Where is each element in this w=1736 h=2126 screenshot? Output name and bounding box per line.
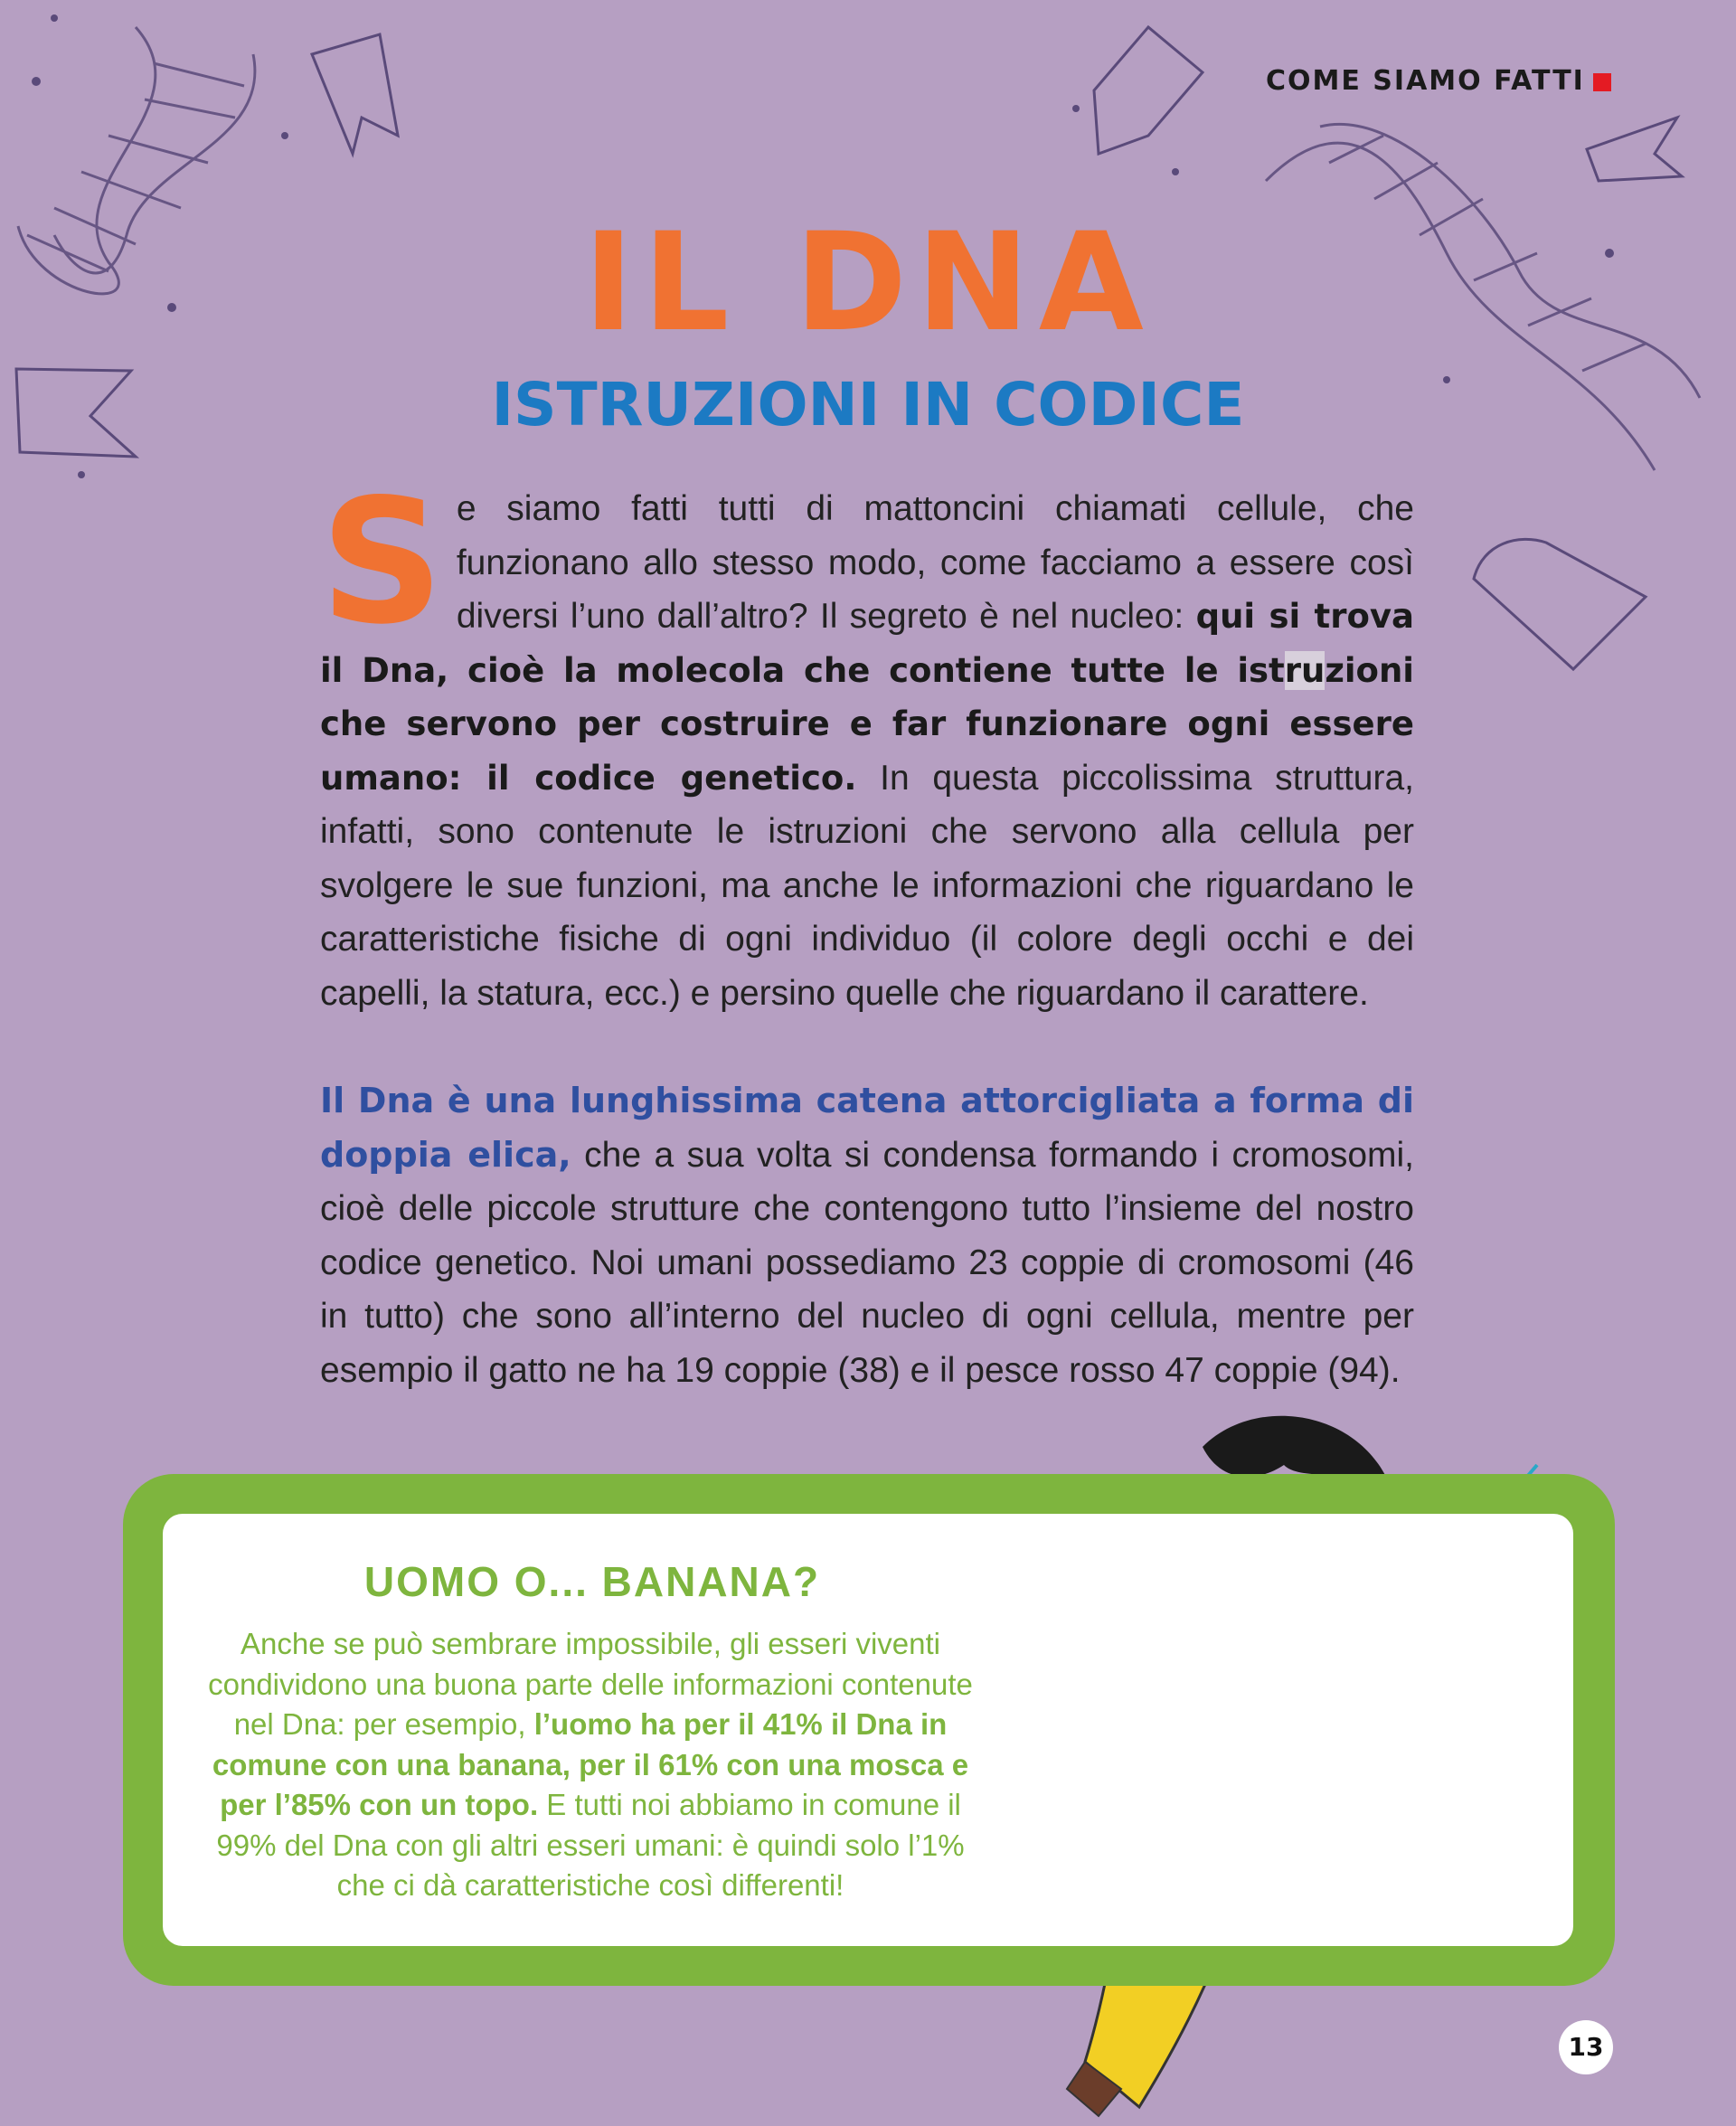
page-number: 13 (1568, 2032, 1604, 2062)
intro-paragraph (320, 462, 1414, 1020)
card-right-icon (1474, 539, 1646, 669)
section-label: COME SIAMO FATTI (1266, 65, 1585, 97)
intro-bold-1: qui si trova il Dna, cioè la molecola che contiene tutte le ist (320, 597, 1414, 690)
dna-paragraph-text: che a sua volta si condensa formando i cromosomi, cioè delle piccole strutture che contengono tutto l’insieme del nostro codice genetico. Noi umani possediamo 23 coppie di cromosomi (46 in tutto) che sono all’interno del nucleo di ogni cellula, mentre per esempio il gatto ne ha 19 coppie (38) e il pesce rosso 47 coppie (94). (320, 1135, 1414, 1390)
intro-bold-2: zioni che servono per costruire e far funzionare ogni essere umano: il codice genetico. (320, 650, 1414, 798)
pen-icon (1094, 27, 1203, 154)
intro-text-2: In questa piccolissima struttura, infatti, sono contenute le istruzioni che servono alla cellula per svolgere le sue funzioni, ma anche le informazioni che riguardano le caratteristiche fisiche di ogni individuo (il colore degli occhi e dei capelli, la statura, ecc.) e persino quelle che riguardano il carattere. (320, 758, 1414, 1013)
fact-box-bold: l’uomo ha per il 41% il Dna in comune con una banana, per il 61% con una mosca e per l’85% con un topo. (212, 1707, 969, 1821)
dna-paragraph-lead: Il Dna è una lunghissima catena attorcigliata a forma di doppia elica, (320, 1081, 1414, 1175)
fact-box-text (197, 1624, 984, 1906)
fact-box-text-1: Anche se può sembrare impossibile, gli esseri viventi condividono una buona parte delle informazioni contenute nel Dna: per esempio, (208, 1627, 973, 1741)
page-title: IL DNA (583, 204, 1153, 362)
intro-bold-highlight: ru (1284, 650, 1326, 690)
article-body (320, 462, 1414, 1397)
dna-paragraph (320, 1074, 1414, 1397)
fact-box-text-2: E tutti noi abbiamo in comune il 99% del Dna con gli altri esseri umani: è quindi solo l’1% che ci dà caratteristiche così differenti! (216, 1788, 965, 1902)
drop-cap: S (320, 462, 444, 662)
fact-box-title: UOMO O... BANANA? (363, 1558, 821, 1605)
section-marker-square (1593, 73, 1611, 91)
intro-text-1: e siamo fatti tutti di mattoncini chiamati cellule, che funzionano allo stesso modo, come facciamo a essere così diversi l’uno dall’altro? Il segreto è nel nucleo: (456, 489, 1414, 636)
ribbon-flag-icon (1587, 118, 1682, 181)
page-subtitle: ISTRUZIONI IN CODICE (491, 370, 1245, 439)
